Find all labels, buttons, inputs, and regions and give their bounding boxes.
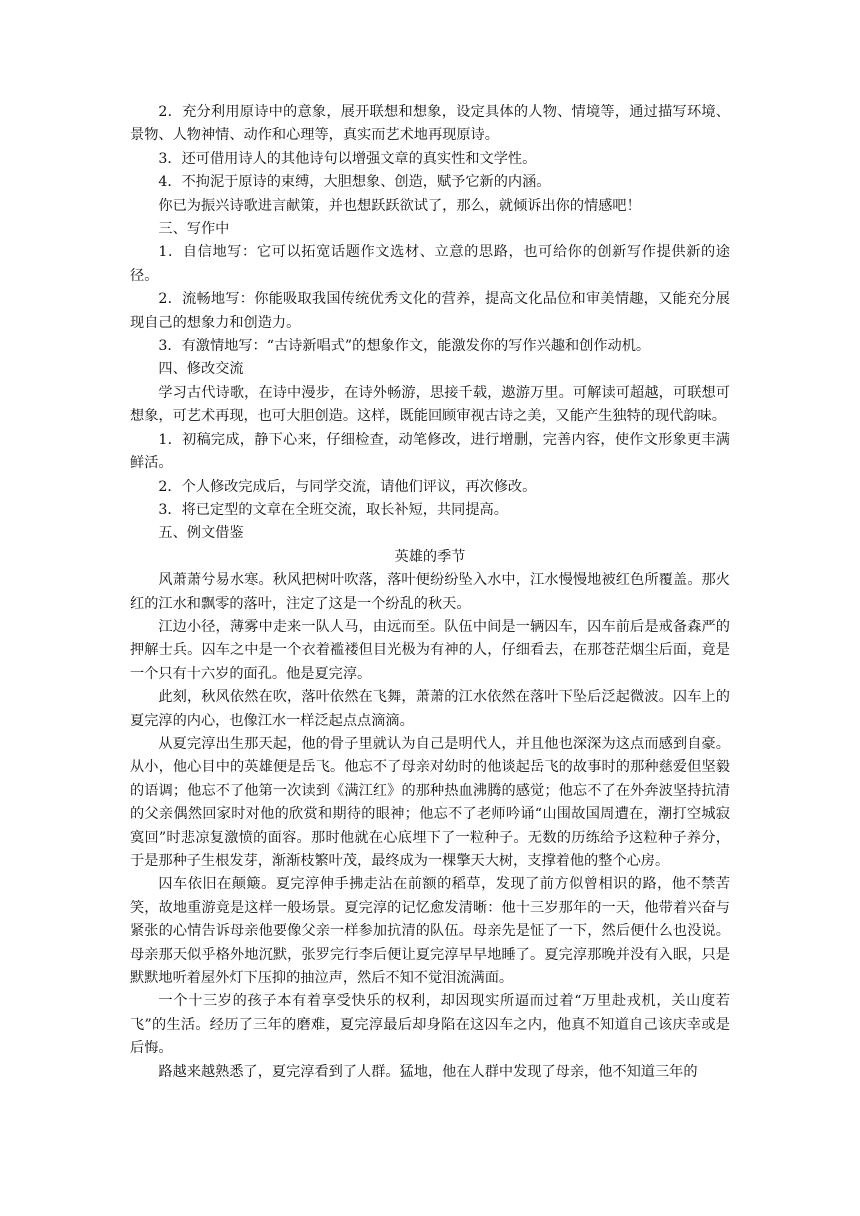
example-paragraph: 江边小径，薄雾中走来一队人马，由远而至。队伍中间是一辆囚车，囚车前后是戒备森严的押解士兵。囚车之中是一个衣着褴褛但目光极为有神的人，仔细看去，在那苍茫烟尘后面，竟是一个只有十六岁的面孔。他是夏完淳。 (130, 618, 730, 682)
transition-paragraph: 你已为振兴诗歌进言献策，并也想跃跃欲试了，那么，就倾诉出你的情感吧！ (158, 197, 641, 214)
example-title: 英雄的季节 (394, 548, 466, 565)
method-item-2: 2．充分利用原诗中的意象，展开联想和想象，设定具体的人物、情境等，通过描写环境、景物、人物神情、动作和心理等，真实而艺术地再现原诗。 (130, 104, 730, 144)
example-paragraph: 从夏完淳出生那天起，他的骨子里就认为自己是明代人，并且他也深深为这点而感到自豪。从小，他心目中的英雄便是岳飞。他忘不了母亲对幼时的他谈起岳飞的故事时的那种慈爱但坚毅的语调；他忘不了他第一次读到《满江红》的那种热血沸腾的感觉；他忘不了在外奔波坚持抗清的父亲偶然回家时对他的欣赏和期待的眼神；他忘不了老师吟诵“山围故国周遭在，潮打空城寂寞回”时悲凉复激愤的面容。那时他就在心底埋下了一粒种子。无数的历练给予这粒种子养分，于是那种子生根发芽，渐渐枝繁叶茂，最终成为一棵擎天大树，支撑着他的整个心房。 (130, 735, 730, 869)
example-paragraph: 此刻，秋风依然在吹，落叶依然在飞舞，萧萧的江水依然在落叶下坠后泛起微波。囚车上的夏完淳的内心，也像江水一样泛起点点滴滴。 (130, 689, 730, 729)
section-heading-revision: 四、修改交流 (158, 361, 244, 378)
example-paragraph: 风萧萧兮易水寒。秋风把树叶吹落，落叶便纷纷坠入水中，江水慢慢地被红色所覆盖。那火红的江水和飘零的落叶，注定了这是一个纷乱的秋天。 (130, 572, 730, 612)
writing-item-1: 1．自信地写：它可以拓宽话题作文选材、立意的思路，也可给你的创新写作提供新的途径。 (130, 244, 730, 284)
example-paragraph: 路越来越熟悉了，夏完淳看到了人群。猛地，他在人群中发现了母亲，他不知道三年的 (158, 1063, 698, 1080)
example-paragraph: 一个十三岁的孩子本有着享受快乐的权利，却因现实所逼而过着“万里赴戎机，关山度若飞”的生活。经历了三年的磨难，夏完淳最后却身陷在这囚车之内，他真不知道自己该庆幸或是后悔。 (130, 993, 730, 1057)
revision-item-3: 3．将已定型的文章在全班交流，取长补短，共同提高。 (158, 501, 508, 518)
method-item-3: 3．还可借用诗人的其他诗句以增强文章的真实性和文学性。 (158, 150, 537, 167)
method-item-4: 4．不拘泥于原诗的束缚，大胆想象、创造，赋予它新的内涵。 (158, 174, 551, 191)
section-heading-example: 五、例文借鉴 (158, 525, 244, 542)
revision-intro: 学习古代诗歌，在诗中漫步，在诗外畅游，思接千载，遨游万里。可解读可超越，可联想可想象，可艺术再现，也可大胆创造。这样，既能回顾审视古诗之美，又能产生独特的现代韵味。 (130, 384, 730, 425)
document-page (130, 101, 730, 1084)
revision-item-1: 1．初稿完成，静下心来，仔细检查，动笔修改，进行增删，完善内容，使作文形象更丰满鲜活。 (130, 431, 730, 472)
revision-item-2: 2．个人修改完成后，与同学交流，请他们评议，再次修改。 (158, 478, 537, 495)
writing-item-2: 2．流畅地写：你能吸取我国传统优秀文化的营养，提高文化品位和审美情趣，又能充分展现自己的想象力和创造力。 (130, 291, 730, 331)
section-heading-writing: 三、写作中 (158, 221, 230, 238)
writing-item-3: 3．有激情地写：“古诗新唱式”的想象作文，能激发你的写作兴趣和创作动机。 (158, 338, 651, 355)
example-paragraph: 囚车依旧在颠簸。夏完淳伸手拂走沾在前额的稻草，发现了前方似曾相识的路，他不禁苦笑，故地重游竟是这样一般场景。夏完淳的记忆愈发清晰：他十三岁那年的一天，他带着兴奋与紧张的心情告诉母亲他要像父亲一样参加抗清的队伍。母亲先是怔了一下，然后便什么也没说。母亲那天似乎格外地沉默，张罗完行李后便让夏完淳早早地睡了。夏完淳那晚并没有入眠，只是默默地听着屋外灯下压抑的抽泣声，然后不知不觉泪流满面。 (130, 876, 730, 987)
